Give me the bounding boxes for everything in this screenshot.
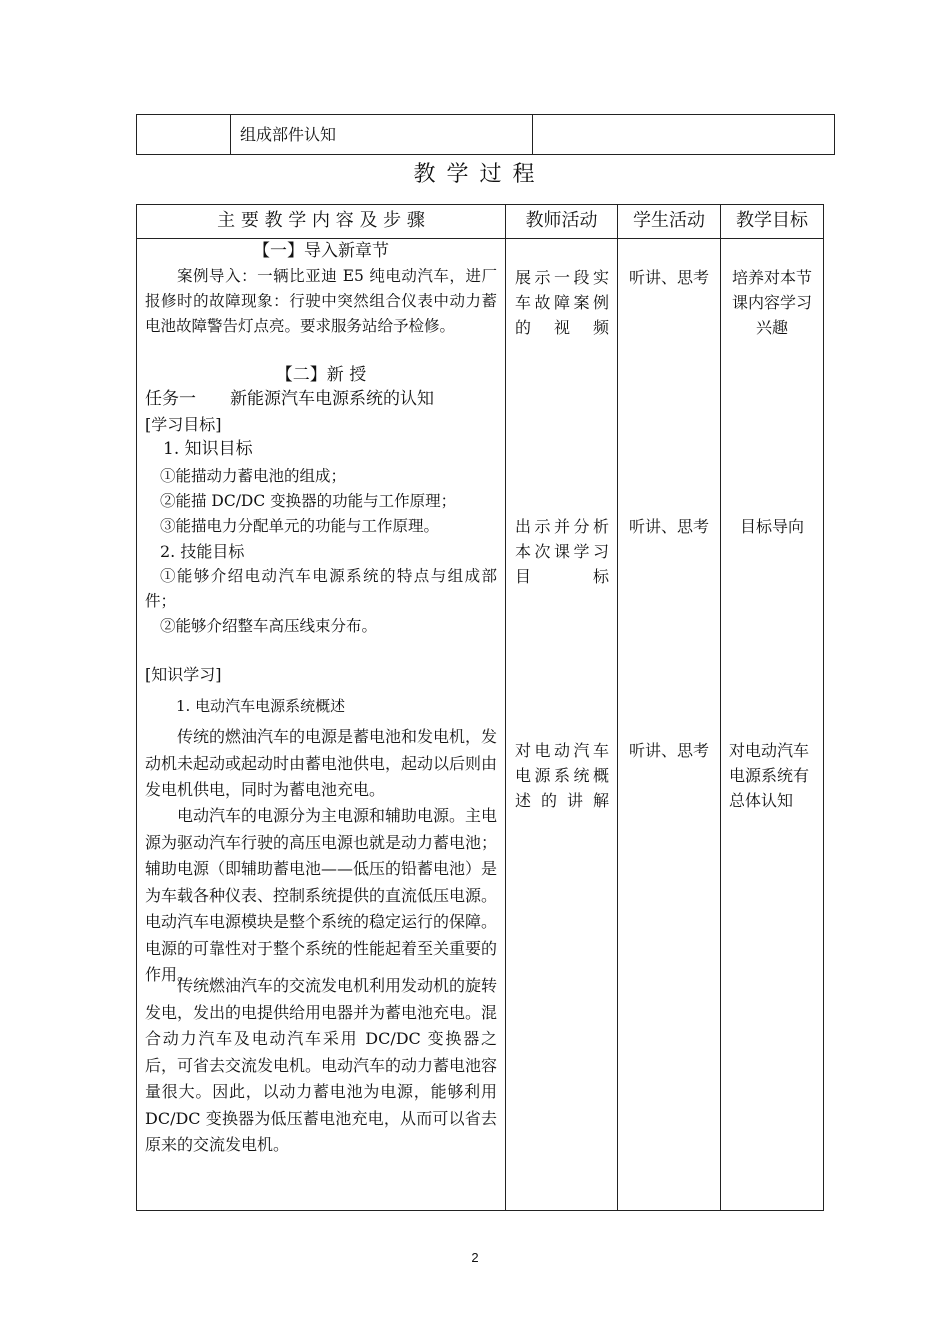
teaching-goal-3: 对电动汽车电源系统有总体认知: [729, 741, 810, 810]
overview-paragraph-3: 传统燃油汽车的交流发电机利用发动机的旋转发电，发出的电提供给用电器并为蓄电池充电。混合动力汽车及电动汽车采用 DC/DC 变换器之后，可省去交流发电机。电动汽车的动力蓄电池容量很大。因此，以动力蓄电池为电源，能够利用 DC/DC 变换器为低压蓄电池充电，从而可以省去原来的交流发电机。: [145, 976, 498, 1154]
task-title: 任务一 新能源汽车电源系统的认知: [145, 389, 434, 409]
skill-goal-item: ②能够介绍整车高压线束分布。: [160, 617, 378, 635]
student-activity-1: 听讲、思考: [628, 268, 709, 287]
knowledge-goal-item: ②能描 DC/DC 变换器的功能与工作原理；: [160, 492, 457, 510]
knowledge-goal-item: ③能描电力分配单元的功能与工作原理。: [160, 517, 440, 535]
skill-goal-title: 2. 技能目标: [160, 542, 245, 561]
skill-goal-item: ①能够介绍电动汽车电源系统的特点与组成部件；: [145, 567, 497, 610]
part1-paragraph: 案例导入：一辆比亚迪 E5 纯电动汽车，进厂报修时的故障现象：行驶中突然组合仪表中动力蓄电池故障警告灯点亮。要求服务站给予检修。: [145, 267, 497, 335]
part1-heading: 【一】导入新章节: [253, 241, 389, 261]
header-teacher-activity: 教师活动: [525, 210, 598, 231]
teacher-activity-1: 展示一段实车故障案例的视频: [515, 268, 609, 337]
teaching-goal-2: 目标导向: [739, 517, 804, 536]
teacher-activity-3: 对电动汽车电源系统概述的讲解: [515, 741, 609, 810]
top-table-cell-text: 组成部件认知: [240, 125, 337, 144]
student-activity-3: 听讲、思考: [628, 741, 709, 760]
knowledge-study-label: [知识学习]: [145, 665, 222, 684]
knowledge-goal-item: ①能描动力蓄电池的组成；: [160, 467, 347, 485]
header-student-activity: 学生活动: [633, 210, 705, 231]
part2-heading: 【二】新 授: [275, 365, 367, 385]
teaching-goal-1: 培养对本节课内容学习兴趣: [731, 268, 812, 337]
overview-paragraph-1: 传统的燃油汽车的电源是蓄电池和发电机，发动机未起动或起动时由蓄电池供电，起动以后则由发电机供电，同时为蓄电池充电。: [145, 727, 498, 799]
section-title: 教 学 过 程: [413, 162, 537, 187]
overview-title: 1. 电动汽车电源系统概述: [176, 697, 346, 715]
knowledge-goal-title: 1. 知识目标: [163, 439, 253, 459]
learning-goals-label: [学习目标]: [145, 415, 222, 434]
overview-paragraph-2: 电动汽车的电源分为主电源和辅助电源。主电源为驱动汽车行驶的高压电源也就是动力蓄电池；辅助电源（即辅助蓄电池——低压的铅蓄电池）是为车载各种仪表、控制系统提供的直流低压电源。电动汽车电源模块是整个系统的稳定运行的保障。电源的可靠性对于整个系统的性能起着至关重要的作用。: [145, 806, 498, 984]
header-teaching-goal: 教学目标: [736, 210, 808, 231]
page-number: 2: [471, 1250, 479, 1265]
student-activity-2: 听讲、思考: [628, 517, 709, 536]
header-main-content: 主 要 教 学 内 容 及 步 骤: [217, 210, 425, 231]
teacher-activity-2: 出示并分析本次课学习目标: [515, 517, 609, 586]
